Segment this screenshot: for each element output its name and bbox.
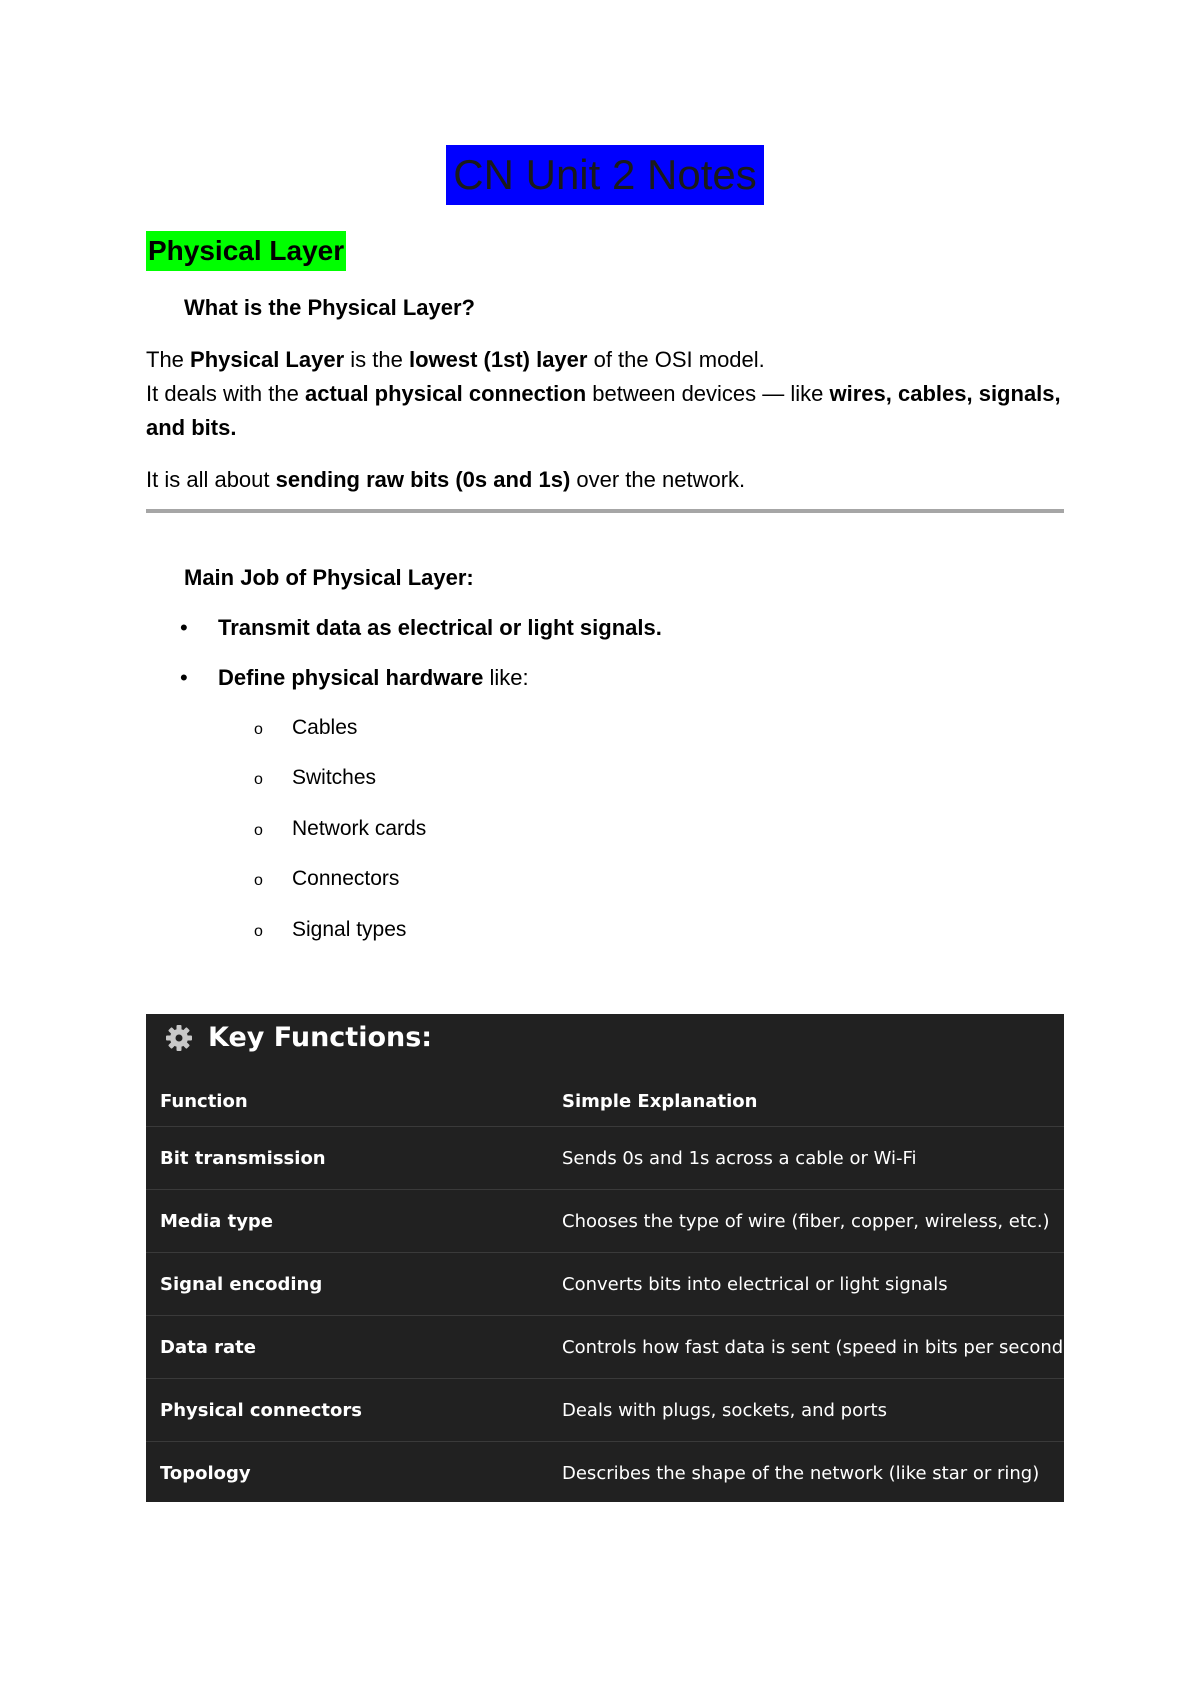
function-cell: Bit transmission	[160, 1147, 326, 1169]
sub-bullet-item	[254, 766, 376, 790]
text-run: between devices — like	[586, 381, 830, 406]
function-cell: Data rate	[160, 1336, 256, 1358]
table-row	[146, 1253, 1064, 1316]
explanation-cell: Converts bits into electrical or light signals	[562, 1273, 948, 1295]
text-run: of the OSI model.	[587, 347, 765, 372]
explanation-cell: Describes the shape of the network (like star or ring)	[562, 1462, 1040, 1484]
sub-bullet-text: Switches	[292, 766, 377, 789]
table-row	[146, 1190, 1064, 1253]
bold-term: lowest (1st) layer	[408, 347, 588, 372]
document-title: CN Unit 2 Notes	[446, 145, 764, 205]
sub-bullet-text: Signal types	[292, 918, 407, 941]
circle-bullet-icon: o	[254, 872, 263, 889]
table-row	[146, 1442, 1064, 1504]
main-job-heading: Main Job of Physical Layer:	[184, 565, 474, 590]
key-functions-title-text: Key Functions:	[208, 1022, 433, 1053]
bold-term: Physical Layer	[190, 347, 345, 372]
sub-bullet-text: Cables	[292, 716, 358, 739]
sub-bullet-text: Network cards	[292, 817, 427, 840]
bullet-text: Define physical hardware	[218, 665, 484, 690]
table-header-row	[146, 1076, 1064, 1127]
table-row	[146, 1127, 1064, 1190]
function-cell: Topology	[160, 1462, 251, 1484]
what-is-heading: What is the Physical Layer?	[184, 295, 475, 320]
bullet-text: like:	[483, 665, 529, 690]
definition-paragraph	[146, 343, 1066, 445]
bullet-item	[180, 615, 662, 641]
bullet-text: Transmit data as electrical or light signals.	[218, 615, 662, 640]
section-heading: Physical Layer	[146, 231, 346, 271]
table-row	[146, 1316, 1071, 1379]
key-functions-title	[164, 1022, 432, 1053]
column-header: Simple Explanation	[562, 1090, 758, 1112]
text-run: .	[230, 415, 237, 440]
explanation-cell: Deals with plugs, sockets, and ports	[562, 1399, 887, 1421]
text-run: The	[146, 347, 191, 372]
sub-bullet-item	[254, 817, 426, 841]
function-cell: Signal encoding	[160, 1273, 323, 1295]
gear-icon	[164, 1023, 194, 1053]
sub-bullet-text: Connectors	[292, 867, 400, 890]
bullet-item	[180, 665, 529, 691]
text-run: It is all about	[146, 467, 276, 492]
summary-paragraph	[146, 463, 1066, 497]
explanation-cell: Controls how fast data is sent (speed in bits per second)	[562, 1336, 1071, 1358]
text-run: It deals with the	[146, 381, 305, 406]
function-cell: Media type	[160, 1210, 274, 1232]
circle-bullet-icon: o	[254, 771, 263, 788]
text-run: over the network.	[570, 467, 746, 492]
text-run: is the	[344, 347, 409, 372]
bold-term: sending raw bits (0s and 1s)	[275, 467, 571, 492]
bullet-dot-icon: •	[180, 665, 188, 690]
sub-bullet-item	[254, 716, 357, 740]
column-header: Function	[160, 1090, 248, 1112]
circle-bullet-icon: o	[254, 923, 263, 940]
function-cell: Physical connectors	[160, 1399, 362, 1421]
bullet-dot-icon: •	[180, 615, 188, 640]
explanation-cell: Sends 0s and 1s across a cable or Wi-Fi	[562, 1147, 917, 1169]
circle-bullet-icon: o	[254, 721, 263, 738]
key-functions-panel	[146, 1014, 1071, 1502]
sub-bullet-item	[254, 918, 406, 942]
sub-bullet-item	[254, 867, 399, 891]
horizontal-rule	[146, 509, 1064, 513]
bold-term: wires, cables, signals, and bits	[146, 381, 1061, 440]
table-row	[146, 1379, 1064, 1442]
key-functions-table	[146, 1076, 1071, 1504]
circle-bullet-icon: o	[254, 822, 263, 839]
explanation-cell: Chooses the type of wire (fiber, copper, wireless, etc.)	[562, 1210, 1050, 1232]
bold-term: actual physical connection	[304, 381, 587, 406]
